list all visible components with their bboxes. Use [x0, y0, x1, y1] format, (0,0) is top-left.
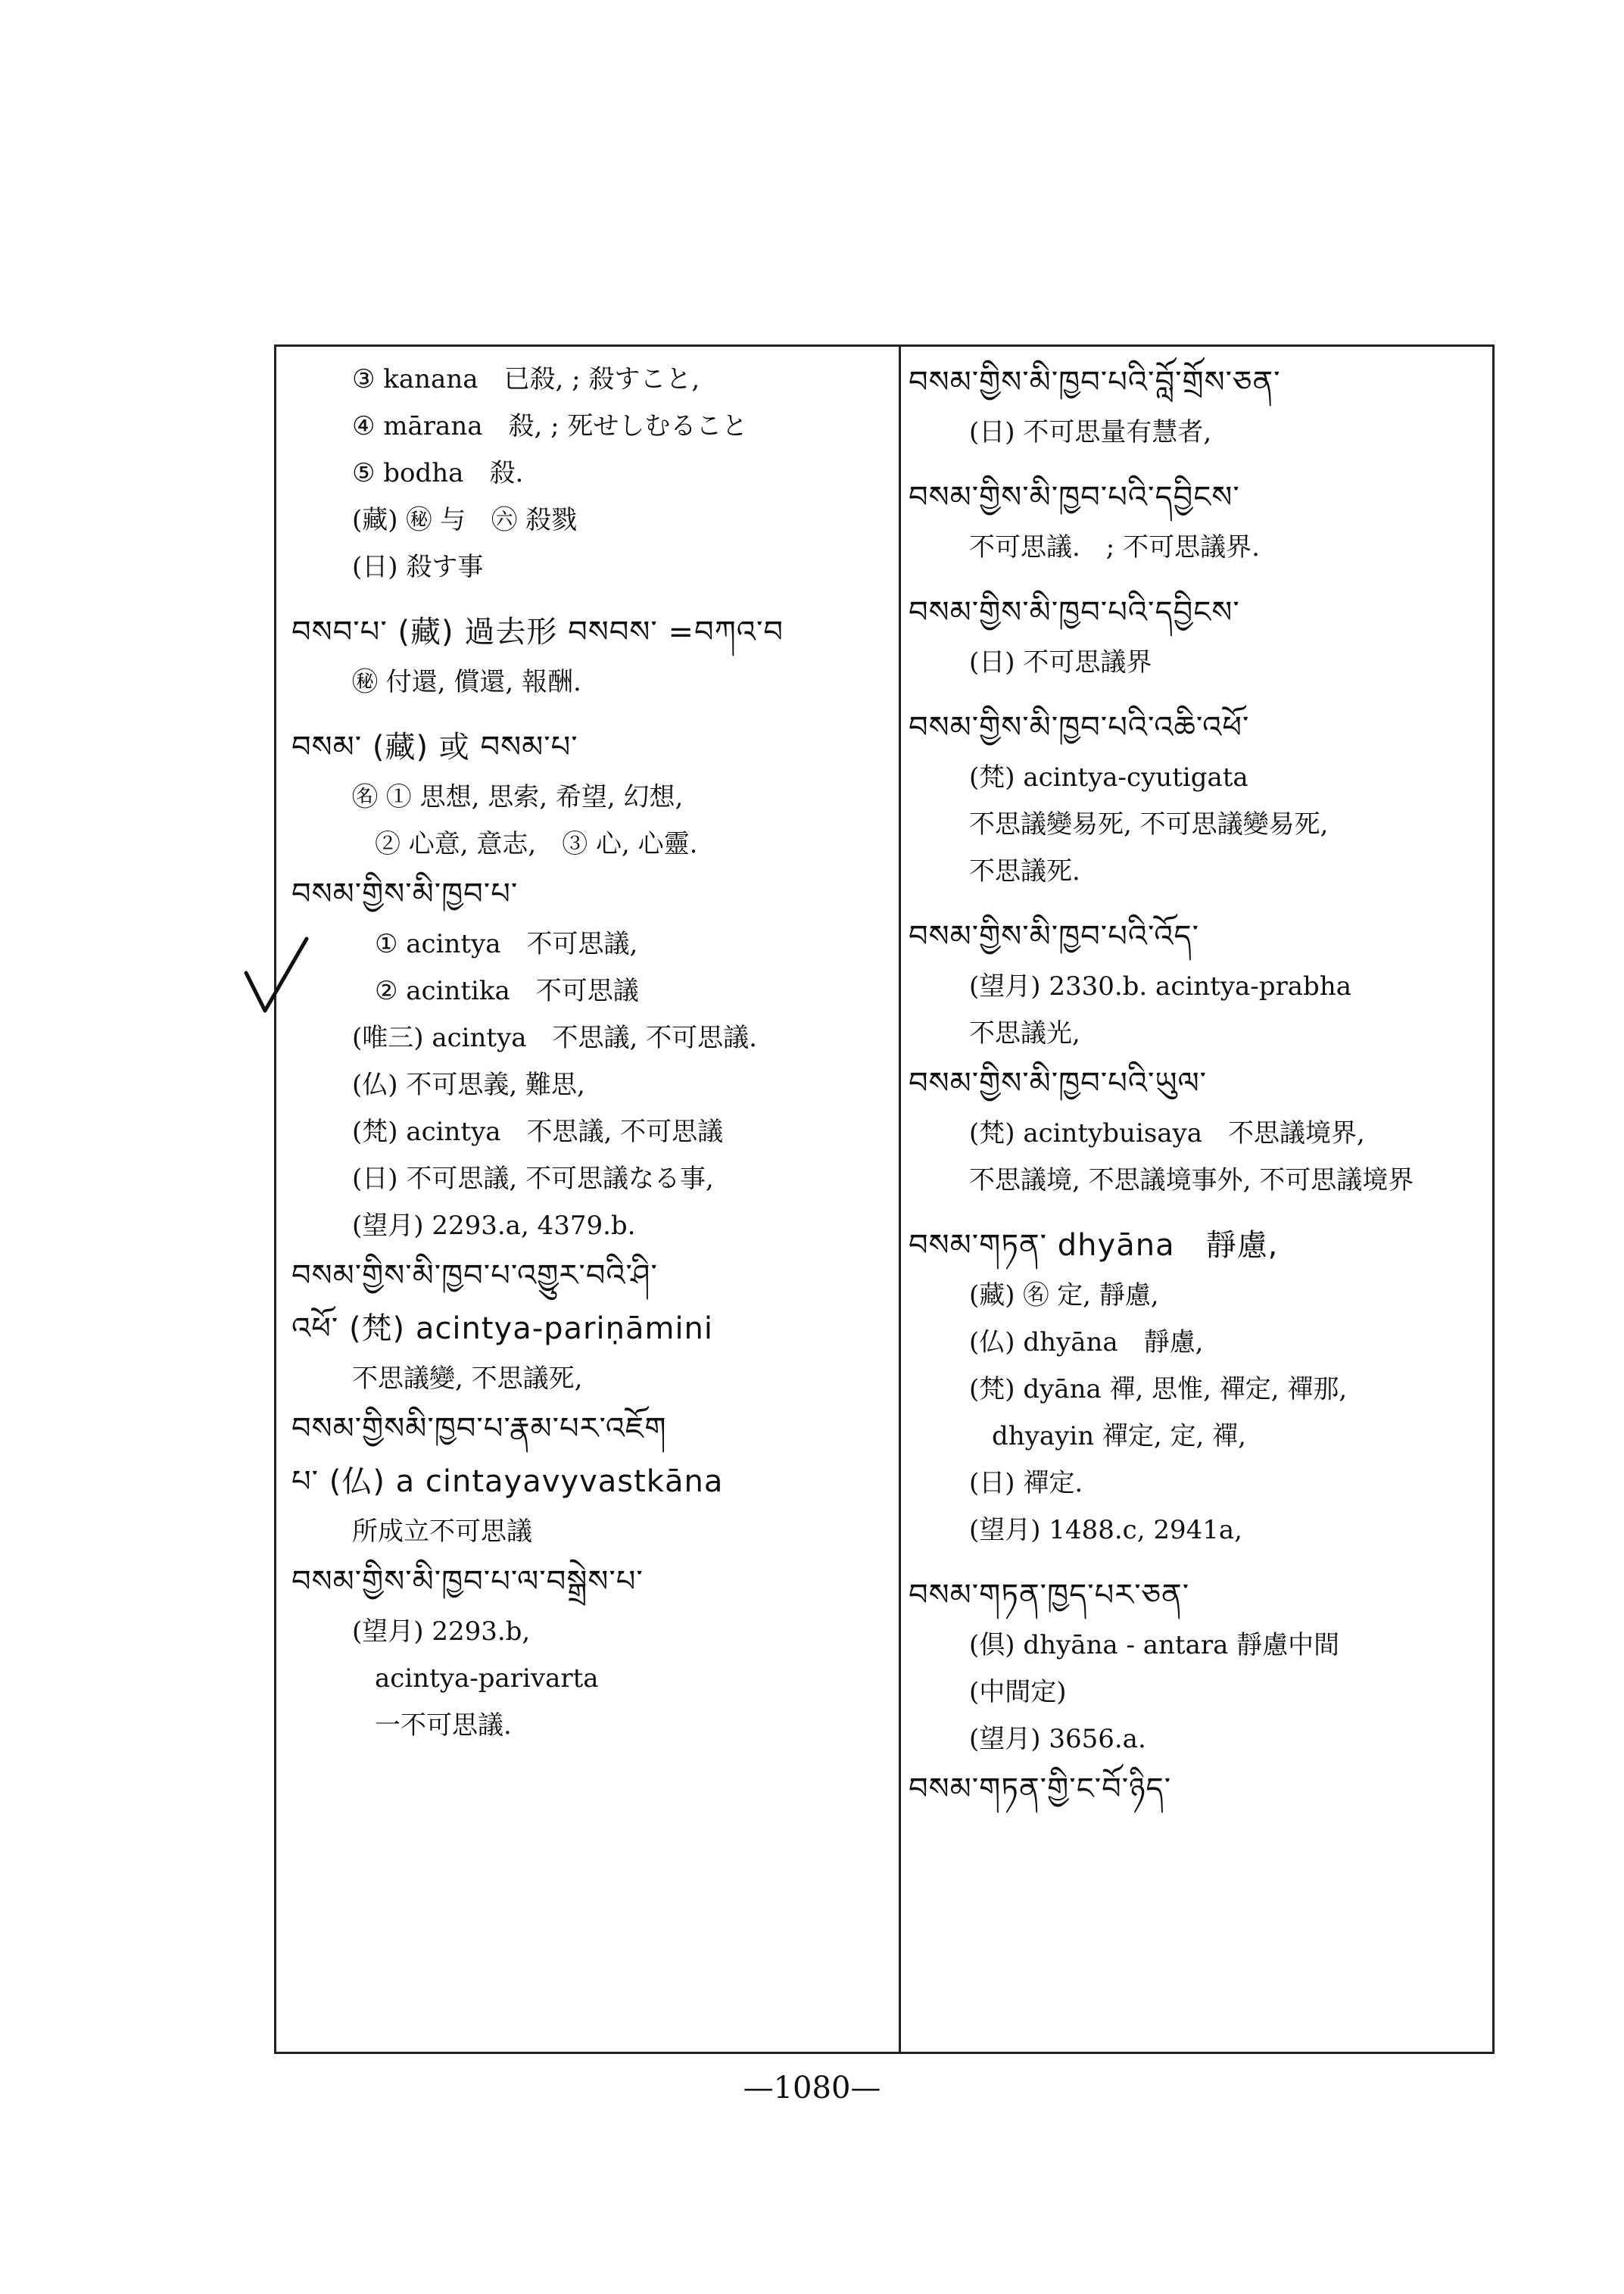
headword-line: འཕོ་ (梵) acintya-pariṇāmini: [291, 1311, 714, 1346]
definition-line: (望月) 2330.b. acintya-prabha: [969, 971, 1351, 1002]
entry-spacer: [909, 1204, 1492, 1219]
entry-spacer: [909, 1554, 1492, 1569]
definition-line: (仏) 不可思義, 難思,: [352, 1070, 585, 1100]
definition-line: 不可思議. ; 不可思議界.: [969, 532, 1260, 563]
definition-line: 一不可思議.: [375, 1710, 512, 1741]
definition-line: ④ mārana 殺, ; 死せしむること: [352, 411, 748, 441]
column-divider: [899, 344, 901, 2054]
definition-line: (梵) acintya 不思議, 不可思議: [352, 1117, 724, 1147]
definition-line: (唯三) acintya 不思議, 不可思議.: [352, 1023, 757, 1053]
headword-line: བསམ་གྱིས་མི་ཁྱབ་པའི་བློ་གྲོས་ཅན་: [909, 365, 1281, 400]
definition-line: (日) 殺す事: [352, 552, 484, 582]
headword-line: བསམ་གཏན་ dhyāna 靜慮,: [909, 1228, 1279, 1263]
definition-line: (日) 不可思議, 不可思議なる事,: [352, 1164, 714, 1194]
headword-line: བསམ་ (藏) 或 བསམ་པ་: [291, 730, 578, 765]
definition-line: dhyayin 禪定, 定, 禪,: [992, 1421, 1246, 1451]
right-column: [909, 356, 1492, 1816]
definition-line: (藏) ㊔ 定, 靜慮,: [969, 1280, 1159, 1311]
definition-line: (中間定): [969, 1677, 1067, 1707]
headword-line: བསམ་གྱིསམི་ཁྱབ་པ་རྣམ་པར་འཇོག: [291, 1411, 667, 1446]
definition-line: 不思議境, 不思議境事外, 不可思議境界: [969, 1165, 1414, 1195]
entry-spacer: [909, 571, 1492, 586]
definition-line: (望月) 3656.a.: [969, 1724, 1146, 1754]
entry-spacer: [909, 686, 1492, 701]
definition-line: 不思議變, 不思議死,: [352, 1364, 583, 1394]
definition-line: (梵) acintybuisaya 不思議境界,: [969, 1118, 1365, 1149]
entry-spacer: [291, 706, 890, 721]
definition-line: 不思議變易死, 不可思議變易死,: [969, 809, 1329, 840]
definition-line: ② 心意, 意志, ③ 心, 心靈.: [375, 829, 698, 859]
definition-line: (日) 禪定.: [969, 1468, 1083, 1498]
definition-line: (藏) ㊙ 与 ㊅ 殺戮: [352, 505, 577, 535]
definition-line: ⑤ bodha 殺.: [352, 458, 524, 488]
headword-line: བསམ་གྱིས་མི་ཁྱབ་པའི་དབྱིངས་: [909, 595, 1240, 630]
definition-line: ② acintika 不可思議: [375, 976, 639, 1006]
definition-line: ③ kanana 已殺, ; 殺すこと,: [352, 364, 700, 394]
headword-line: བསམ་གྱིས་མི་ཁྱབ་པའི་འཆི་འཕོ་: [909, 710, 1250, 745]
definition-line: 所成立不可思議: [352, 1516, 532, 1547]
headword-line: བསམ་གཏན་ཁྱད་པར་ཅན་: [909, 1578, 1190, 1613]
definition-line: (望月) 1488.c, 2941a,: [969, 1515, 1242, 1545]
definition-line: ㊔ ① 思想, 思索, 希望, 幻想,: [352, 782, 684, 812]
left-column: [291, 356, 890, 1749]
page-number: —1080—: [743, 2071, 881, 2105]
headword-line: བསམ་གྱིས་མི་ཁྱབ་པ་འགྱུར་བའི་ཤི་: [291, 1258, 658, 1293]
definition-line: (梵) dyāna 禪, 思惟, 禪定, 禪那,: [969, 1374, 1348, 1404]
headword-line: བསམ་གྱིས་མི་ཁྱབ་པ་ལ་བསྒྲེས་པ་: [291, 1564, 644, 1599]
definition-line: (倶) dhyāna - antara 靜慮中間: [969, 1630, 1340, 1660]
entry-spacer: [909, 456, 1492, 471]
headword-line: བསམ་གྱིས་མི་ཁྱབ་པའི་ཡུལ་: [909, 1066, 1208, 1101]
headword-line: བསམ་གཏན་གྱི་ང་བོ་ཉིད་: [909, 1772, 1172, 1806]
definition-line: ㊙ 付還, 償還, 報酬.: [352, 667, 581, 697]
definition-line: (梵) acintya-cyutigata: [969, 762, 1248, 793]
definition-line: 不思議光,: [969, 1018, 1080, 1049]
headword-line: བསམ་གྱིས་མི་ཁྱབ་པ་: [291, 877, 519, 912]
definition-line: (望月) 2293.b,: [352, 1616, 531, 1647]
definition-line: ① acintya 不可思議,: [375, 929, 638, 959]
headword-line: བསམ་གྱིས་མི་ཁྱབ་པའི་དབྱིངས་: [909, 480, 1240, 515]
definition-line: (日) 不可思議界: [969, 647, 1152, 678]
definition-line: acintya-parivarta: [375, 1663, 599, 1694]
definition-line: 不思議死.: [969, 856, 1080, 887]
headword-line: བསམ་གྱིས་མི་ཁྱབ་པའི་འོད་: [909, 919, 1199, 954]
definition-line: (仏) dhyāna 靜慮,: [969, 1327, 1204, 1357]
entry-spacer: [909, 895, 1492, 910]
entry-spacer: [291, 591, 890, 606]
headword-line: པ་ (仏) a cintayavyvastkāna: [291, 1464, 724, 1499]
headword-line: བསབ་པ་ (藏) 過去形 བསབས་ =བཀའ་བ: [291, 615, 784, 650]
definition-line: (望月) 2293.a, 4379.b.: [352, 1211, 636, 1241]
definition-line: (日) 不可思量有慧者,: [969, 417, 1212, 447]
